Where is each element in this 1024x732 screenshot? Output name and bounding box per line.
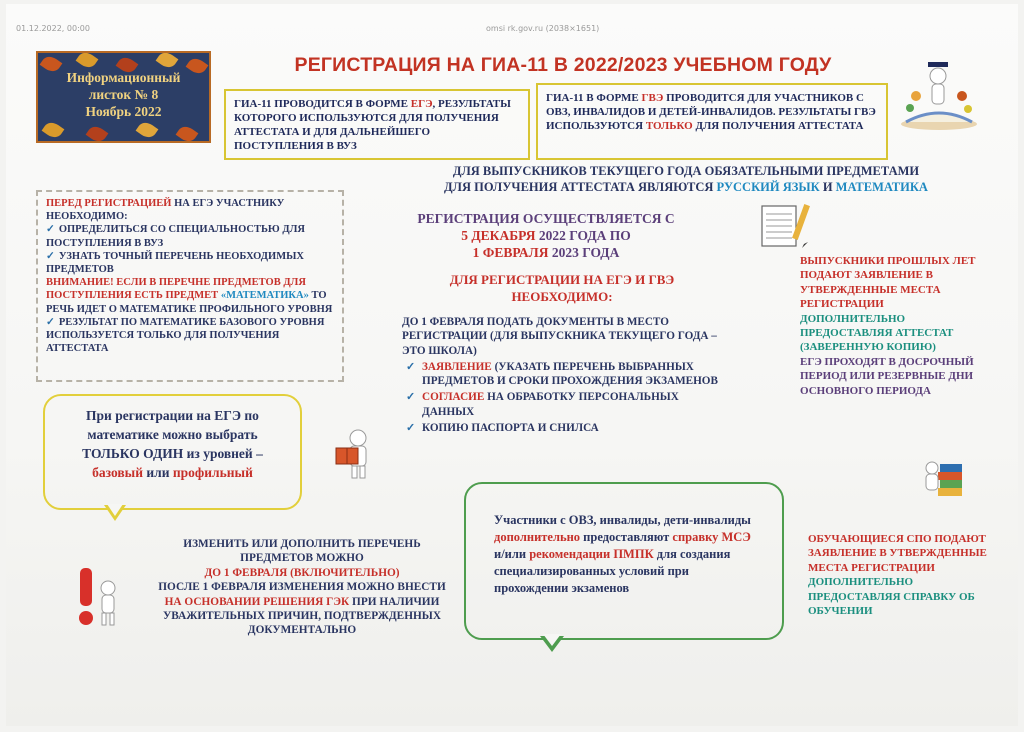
ovz-text-1: Участники с ОВЗ, инвалиды, дети-инвалиды <box>494 513 751 527</box>
book-stack-figure-icon <box>920 454 966 504</box>
badge-line1: Информационный <box>66 70 181 85</box>
change-deadline: ДО 1 ФЕВРАЛЯ (ВКЛЮЧИТЕЛЬНО) <box>204 566 400 579</box>
check-icon: ✓ <box>406 360 416 373</box>
past-graduates-periods: ЕГЭ ПРОХОДЯТ В ДОСРОЧНЫЙ ПЕРИОД ИЛИ РЕЗЕРВНЫЕ ДНИ ОСНОВНОГО ПЕРИОДА <box>800 355 974 397</box>
before-item1: ОПРЕДЕЛИТЬСЯ СО СПЕЦИАЛЬНОСТЬЮ ДЛЯ ПОСТУПЛЕНИЯ В ВУЗ <box>46 224 305 249</box>
past-graduates-block <box>800 254 988 398</box>
ovz-text-3: и/или <box>494 547 530 561</box>
check-icon: ✓ <box>406 422 416 435</box>
screen-url: omsi rk.gov.ru (2038×1651) <box>486 24 600 33</box>
documents-list <box>402 315 732 435</box>
doc-item-passport <box>402 421 732 435</box>
doc-item3-text: КОПИЮ ПАСПОРТА И СНИЛСА <box>422 422 599 435</box>
subject-russian: РУССКИЙ ЯЗЫК <box>716 180 820 194</box>
check-icon: ✓ <box>46 250 55 262</box>
documents-intro: ДО 1 ФЕВРАЛЯ ПОДАТЬ ДОКУМЕНТЫ В МЕСТО РЕГИСТРАЦИИ (ДЛЯ ВЫПУСКНИКА ТЕКУЩЕГО ГОДА – ЭТО ШКОЛА) <box>402 316 717 357</box>
info-leaflet-badge <box>36 51 211 143</box>
doc-item-consent <box>402 390 732 419</box>
gve-text-1: ГИА-11 В ФОРМЕ <box>546 92 642 104</box>
need-title-line1: ДЛЯ РЕГИСТРАЦИИ НА ЕГЭ И ГВЭ <box>449 272 675 287</box>
warning-text-2: ТО РЕЧЬ ИДЕТ О МАТЕМАТИКЕ ПРОФИЛЬНОГО УРОВНЯ <box>46 290 333 315</box>
gve-text-3: ДЛЯ ПОЛУЧЕНИЯ АТТЕСТАТА <box>692 120 864 132</box>
change-line1: ИЗМЕНИТЬ ИЛИ ДОПОЛНИТЬ ПЕРЕЧЕНЬ ПРЕДМЕТОВ МОЖНО <box>183 538 421 565</box>
registration-end-date: 1 ФЕВРАЛЯ <box>472 245 549 260</box>
ovz-pmpk: рекомендации ПМПК <box>529 547 654 561</box>
spo-additional: ДОПОЛНИТЕЛЬНО ПРЕДОСТАВЛЯЯ СПРАВКУ ОБ ОБУЧЕНИИ <box>808 576 975 618</box>
math-level-profile: профильный <box>172 465 253 480</box>
badge-line3: Ноябрь 2022 <box>85 104 162 119</box>
registration-start-date: 5 ДЕКАБРЯ <box>461 228 536 243</box>
mandatory-line1: ДЛЯ ВЫПУСКНИКОВ ТЕКУЩЕГО ГОДА ОБЯЗАТЕЛЬНЫМИ ПРЕДМЕТАМИ <box>452 164 920 178</box>
change-line3: ПОСЛЕ 1 ФЕВРАЛЯ ИЗМЕНЕНИЯ МОЖНО ВНЕСТИ <box>158 581 446 594</box>
math-level-text: При регистрации на ЕГЭ по математике можно выбрать ТОЛЬКО ОДИН из уровней – <box>82 408 263 461</box>
notebook-pencil-icon <box>758 200 818 250</box>
ege-text-1: ГИА-11 ПРОВОДИТСЯ В ФОРМЕ <box>234 98 411 110</box>
math-level-bubble <box>43 394 302 510</box>
doc-item-application <box>402 360 732 389</box>
change-subjects-block <box>154 537 450 638</box>
ovz-text-2: предоставляют <box>580 530 673 544</box>
registration-end-rest: 2023 ГОДА <box>548 245 620 260</box>
screen-timestamp: 01.12.2022, 00:00 <box>16 24 90 33</box>
check-icon: ✓ <box>406 391 416 404</box>
mandatory-subjects <box>386 163 986 195</box>
ege-highlight: ЕГЭ <box>410 98 433 110</box>
gve-info-box <box>536 83 888 160</box>
past-graduates-additional: ДОПОЛНИТЕЛЬНО ПРЕДОСТАВЛЯЯ АТТЕСТАТ (ЗАВЕРЕННУЮ КОПИЮ) <box>800 312 954 354</box>
doc-item1-text: (УКАЗАТЬ ПЕРЕЧЕНЬ ВЫБРАННЫХ ПРЕДМЕТОВ И СРОКИ ПРОХОЖДЕНИЯ ЭКЗАМЕНОВ <box>422 360 718 388</box>
doc-item1-highlight: ЗАЯВЛЕНИЕ <box>422 360 492 373</box>
change-gek-highlight: НА ОСНОВАНИИ РЕШЕНИЯ ГЭК <box>164 595 350 608</box>
registration-start-rest: 2022 ГОДА ПО <box>535 228 631 243</box>
before-item3: РЕЗУЛЬТАТ ПО МАТЕМАТИКЕ БАЗОВОГО УРОВНЯ ИСПОЛЬЗУЕТСЯ ТОЛЬКО ДЛЯ ПОЛУЧЕНИЯ АТТЕСТАТА <box>46 316 325 355</box>
ovz-additional: дополнительно <box>494 530 581 544</box>
exclamation-figure-icon <box>74 564 124 630</box>
doc-item2-highlight: СОГЛАСИЕ <box>422 391 485 404</box>
reading-figure-icon <box>332 426 378 480</box>
doc-item2-text: НА ОБРАБОТКУ ПЕРСОНАЛЬНЫХ ДАННЫХ <box>422 391 679 418</box>
page-title: РЕГИСТРАЦИЯ НА ГИА-11 В 2022/2023 УЧЕБНОМ ГОДУ <box>294 54 832 76</box>
warning-math-highlight: «МАТЕМАТИКА» <box>220 290 309 302</box>
ege-text-2: , РЕЗУЛЬТАТЫ КОТОРОГО ИСПОЛЬЗУЮТСЯ ДЛЯ ПОЛУЧЕНИЯ АТТЕСТАТА И ДЛЯ ДАЛЬНЕЙШЕГО ПОСТУПЛЕНИЯ В ВУЗ <box>234 98 511 152</box>
ovz-text-4: для создания специализированных условий при прохождении экзаменов <box>494 547 731 595</box>
ovz-mse: справку МСЭ <box>672 530 751 544</box>
registration-line1: РЕГИСТРАЦИЯ ОСУЩЕСТВЛЯЕТСЯ С <box>417 211 675 226</box>
badge-line2: листок № 8 <box>88 87 159 102</box>
check-icon: ✓ <box>46 224 55 236</box>
graduation-figure-icon <box>898 52 980 132</box>
gve-only-highlight: ТОЛЬКО <box>645 120 693 132</box>
mandatory-and: И <box>819 180 836 194</box>
math-level-basic: базовый <box>92 465 143 480</box>
ovz-bubble <box>464 482 784 640</box>
before-registration-box <box>36 190 344 382</box>
before-registration-highlight: ПЕРЕД РЕГИСТРАЦИЕЙ <box>46 198 172 209</box>
check-icon: ✓ <box>46 316 55 328</box>
mandatory-line2: ДЛЯ ПОЛУЧЕНИЯ АТТЕСТАТА ЯВЛЯЮТСЯ <box>444 180 717 194</box>
math-level-or: или <box>143 465 173 480</box>
before-item2: УЗНАТЬ ТОЧНЫЙ ПЕРЕЧЕНЬ НЕОБХОДИМЫХ ПРЕДМЕТОВ <box>46 250 305 276</box>
registration-dates <box>386 210 706 261</box>
past-graduates-text: ВЫПУСКНИКИ ПРОШЛЫХ ЛЕТ ПОДАЮТ ЗАЯВЛЕНИЕ В УТВЕРЖДЕННЫЕ МЕСТА РЕГИСТРАЦИИ <box>800 255 976 311</box>
before-registration-intro: НА ЕГЭ УЧАСТНИКУ НЕОБХОДИМО: <box>46 198 285 223</box>
leaflet-page <box>6 4 1018 726</box>
need-title <box>402 271 722 305</box>
warning-text-1: ВНИМАНИЕ! ЕСЛИ В ПЕРЕЧНЕ ПРЕДМЕТОВ ДЛЯ ПОСТУПЛЕНИЯ ЕСТЬ ПРЕДМЕТ <box>46 277 306 302</box>
gve-text-2: ПРОВОДИТСЯ ДЛЯ УЧАСТНИКОВ С ОВЗ, ИНВАЛИДОВ И ДЕТЕЙ-ИНВАЛИДОВ. РЕЗУЛЬТАТЫ ГВЭ ИСПОЛЬЗУЮТСЯ <box>546 92 876 132</box>
gve-highlight: ГВЭ <box>641 92 664 104</box>
change-line4: ПРИ НАЛИЧИИ УВАЖИТЕЛЬНЫХ ПРИЧИН, ПОДТВЕРЖДЕННЫХ ДОКУМЕНТАЛЬНО <box>162 595 442 637</box>
subject-math: МАТЕМАТИКА <box>835 180 928 194</box>
need-title-line2: НЕОБХОДИМО: <box>511 289 613 304</box>
spo-text: ОБУЧАЮЩИЕСЯ СПО ПОДАЮТ ЗАЯВЛЕНИЕ В УТВЕРЖДЕННЫЕ МЕСТА РЕГИСТРАЦИИ <box>808 533 987 574</box>
spo-students-block <box>808 532 992 618</box>
ege-info-box <box>224 89 530 160</box>
